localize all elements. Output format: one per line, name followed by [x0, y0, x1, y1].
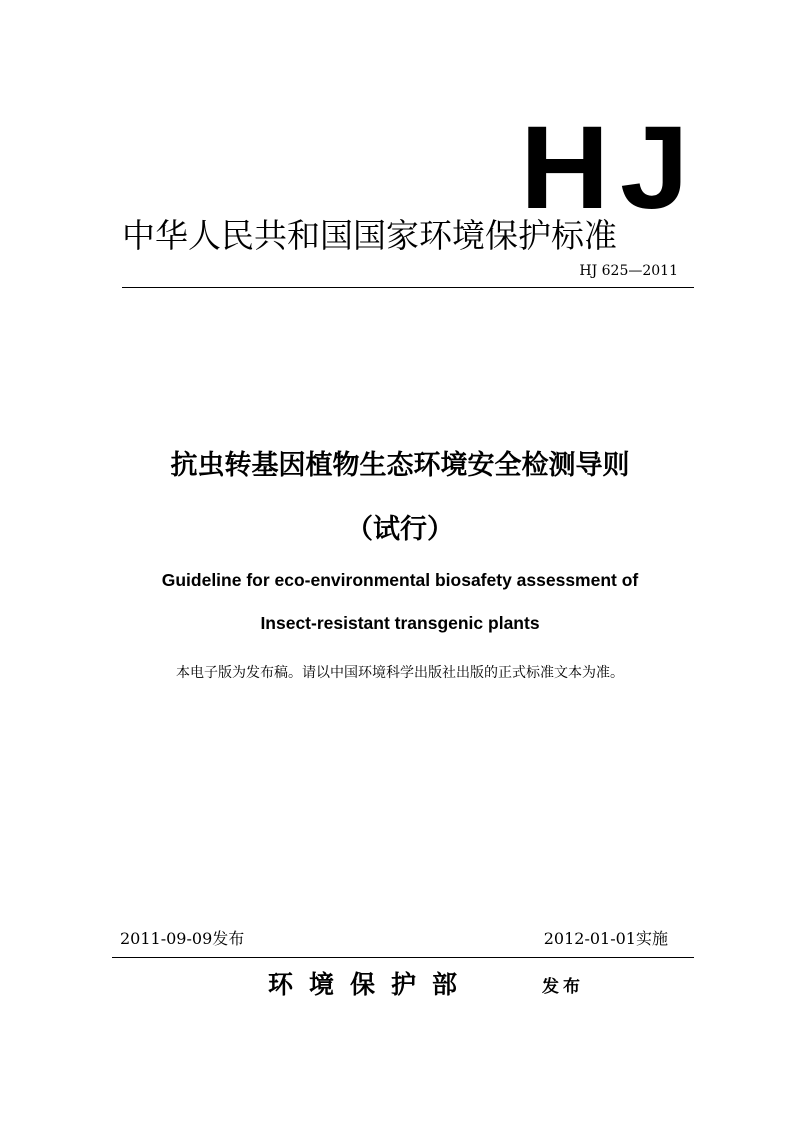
hj-logo: HJ: [520, 102, 700, 234]
publish-label: 发布: [542, 977, 584, 997]
english-title-line-2: Insect-resistant transgenic plants: [260, 613, 540, 633]
org-title: 中华人民共和国国家环境保护标准: [122, 216, 617, 255]
standard-code: HJ 625—2011: [579, 263, 678, 279]
issue-date: 2011-09-09发布: [120, 929, 245, 948]
edition-note: 本电子版为发布稿。请以中国环境科学出版社出版的正式标准文本为准。: [176, 665, 624, 681]
document-subtitle: （试行）: [346, 514, 454, 545]
footer-divider: [112, 957, 694, 958]
document-title: 抗虫转基因植物生态环境安全检测导则: [170, 450, 630, 481]
header-divider: [122, 287, 694, 288]
english-title-line-1: Guideline for eco-environmental biosafety assessment of: [161, 570, 639, 590]
issuing-authority: 环境保护部: [268, 970, 474, 999]
implementation-date: 2012-01-01实施: [543, 929, 668, 948]
